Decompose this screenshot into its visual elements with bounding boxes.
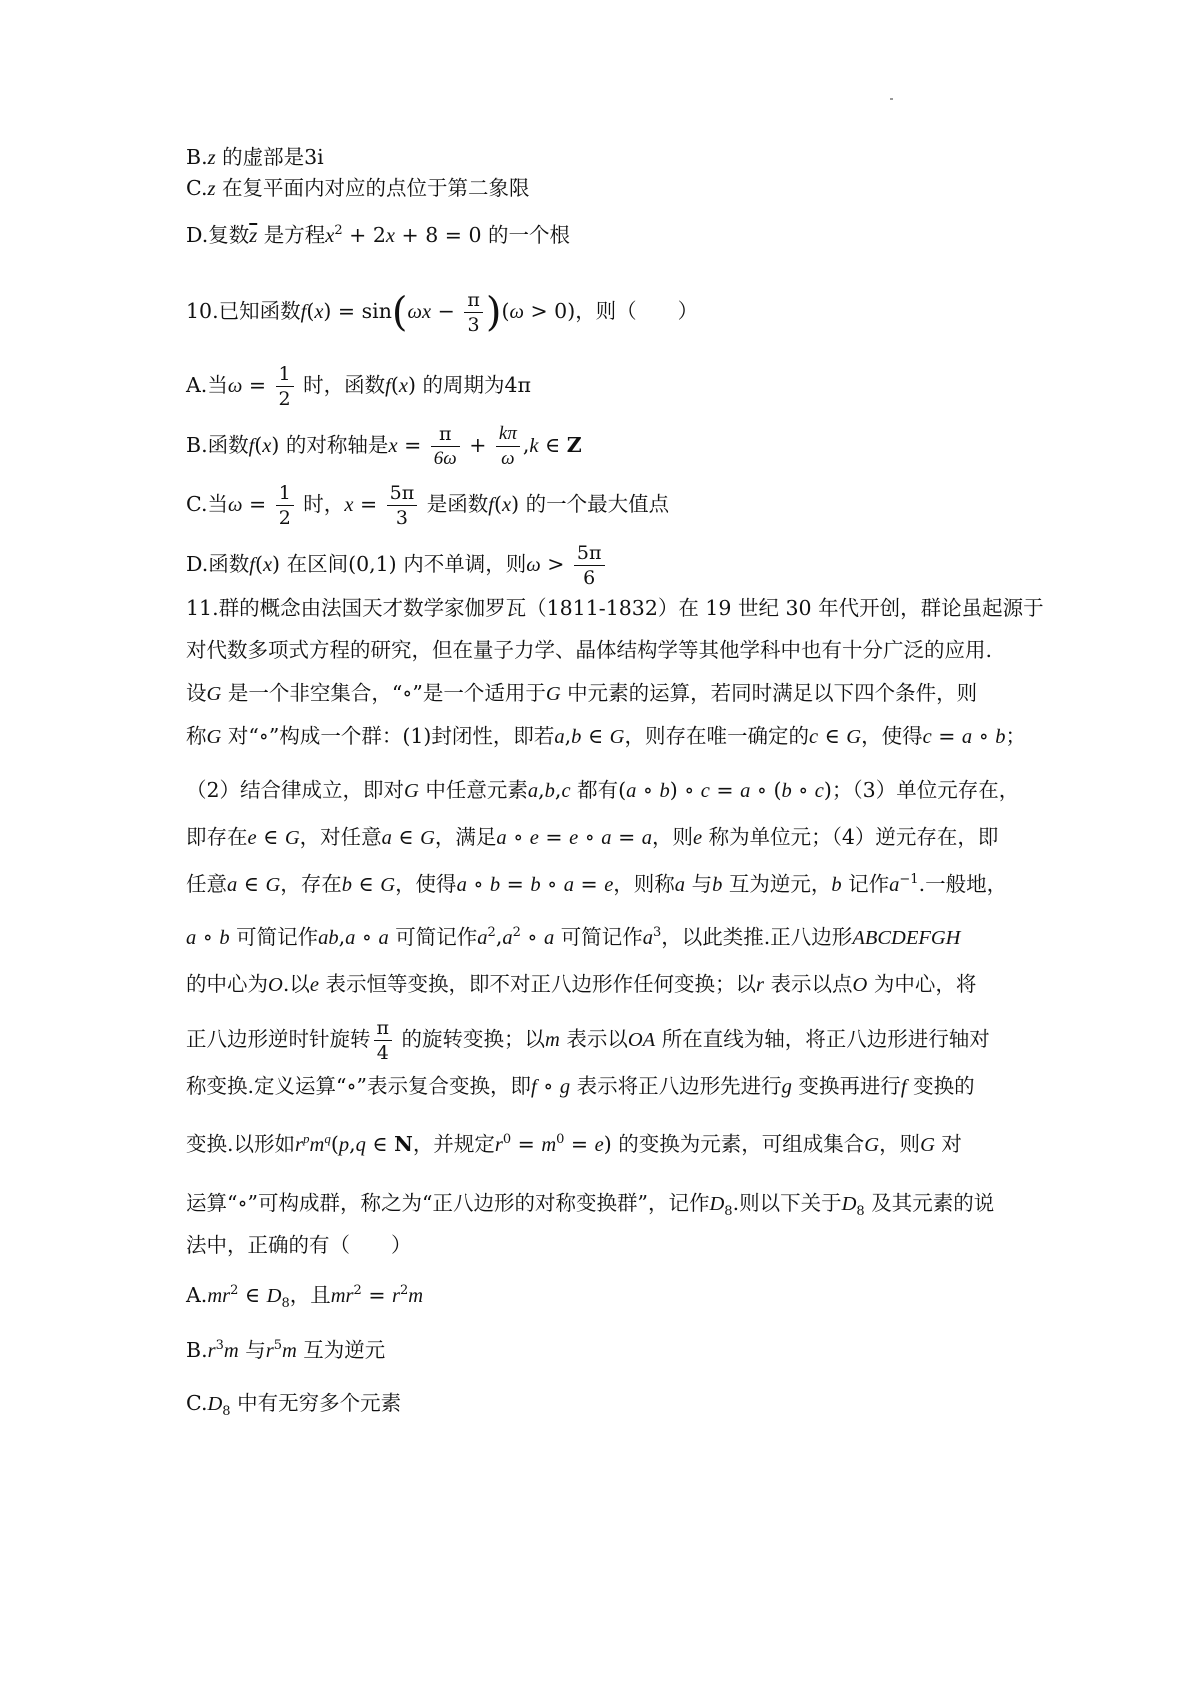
q9-option-c: C.z 在复平面内对应的点位于第二象限 — [186, 176, 530, 200]
q11-line-3: 设G 是一个非空集合，“∘”是一个适用于G 中元素的运算，若同时满足以下四个条件，则 — [186, 681, 978, 705]
q9-option-b: B.z 的虚部是3i — [186, 145, 324, 169]
q11-option-a: $A.mr^2$ ∈ $D_8$，且$mr^2 = r^2m$ — [186, 1283, 424, 1312]
fraction: $\frac{\pi}{3}$ — [464, 288, 483, 337]
fraction: $\frac{\pi}{4}$ — [374, 1016, 393, 1065]
fraction: $\frac{5\pi}{3}$ — [387, 481, 418, 530]
q11-option-b: $B.r^3m$ 与$r^5m$ 互为逆元 — [186, 1338, 386, 1362]
q11-line-14: 法中，正确的有（ ） — [186, 1233, 412, 1257]
q11-line-7: 任意a ∈ G，存在b ∈ G，使得a ∘ b = b ∘ a = e，则称a 与b 互为逆元，b 记作$a^{-1}$.一般地， — [186, 872, 1008, 896]
q11-line-10: 正八边形逆时针旋转 $\frac{\pi}{4}$ 的旋转变换；以m 表示以OA 所在直线为轴，将正八边形进行轴对 — [186, 1017, 990, 1064]
q10-stem: 10.已知函数f(x) = sin(ωx − $\frac{\pi}{3}$ )(ω > 0)，则（ ） — [186, 289, 699, 336]
q11-line-5: （2）结合律成立，即对G 中任意元素a,b,c 都有(a ∘ b) ∘ c = a ∘ (b ∘ c)；（3）单位元存在， — [186, 778, 1020, 802]
q11-line-2: 对代数多项式方程的研究，但在量子力学、晶体结构学等其他学科中也有十分广泛的应用. — [186, 638, 993, 662]
q9-option-d: D.复数$\overline{z}$ 是方程$x^2 + 2x + 8 = 0$ 的一个根 — [186, 223, 571, 247]
fraction: $\frac{1}{2}$ — [276, 362, 294, 411]
fraction: $\frac{5\pi}{6}$ — [574, 541, 605, 590]
q11-option-c: $C.D_8$ 中有无穷多个元素 — [186, 1391, 402, 1420]
q10-option-c: C.当ω = $\frac{1}{2}$ 时，x = $\frac{5\pi}{3}$ 是函数f(x) 的一个最大值点 — [186, 482, 670, 529]
q10-option-d: D.函数f(x) 在区间(0,1) 内不单调，则ω > $\frac{5\pi}{6}$ — [186, 541, 1036, 590]
q11-line-9: 的中心为O.以e 表示恒等变换，即不对正八边形作任何变换；以r 表示以点O 为中心，将 — [186, 972, 977, 996]
q11-line-8: a ∘ b 可简记作ab,a ∘ a 可简记作$a^2,a^2$ ∘ a 可简记作$a^3$，以此类推.正八边形ABCDEFGH — [186, 925, 961, 949]
q11-line-12: 变换.以形如$r^pm^q(p,q$ ∈ N，并规定$r^0 = m^0 = e$) 的变换为元素，可组成集合G，则G 对 — [186, 1131, 962, 1156]
q11-line-1: 11.群的概念由法国天才数学家伽罗瓦（1811-1832）在 19 世纪 30 年代开创，群论虽起源于 — [186, 596, 1044, 620]
fraction: $\frac{k\pi}{\omega}$ — [496, 422, 520, 471]
q11-line-13: 运算“∘”可构成群，称之为“正八边形的对称变换群”，记作$D_8$.则以下关于$D_8$ 及其元素的说 — [186, 1191, 995, 1220]
q10-option-b: B.函数f(x) 的对称轴是x = $\frac{\pi}{6\omega}$ + $\frac{k\pi}{\omega}$ ,k ∈ Z — [186, 423, 582, 469]
q11-line-6: 即存在e ∈ G，对任意a ∈ G，满足a ∘ e = e ∘ a = a，则e 称为单位元；（4）逆元存在，即 — [186, 825, 999, 849]
fraction: $\frac{1}{2}$ — [276, 481, 294, 530]
q11-line-11: 称变换.定义运算“∘”表示复合变换，即f ∘ g 表示将正八边形先进行g 变换再进行f 变换的 — [186, 1074, 975, 1098]
q11-line-4: 称G 对“∘”构成一个群：(1)封闭性，即若a,b ∈ G，则存在唯一确定的c ∈ G，使得c = a ∘ b； — [186, 724, 1027, 748]
fraction: $\frac{\pi}{6\omega}$ — [431, 422, 460, 471]
scan-speck — [890, 98, 893, 100]
q10-option-a: A.当ω = $\frac{1}{2}$ 时，函数f(x) 的周期为4π — [186, 363, 532, 410]
